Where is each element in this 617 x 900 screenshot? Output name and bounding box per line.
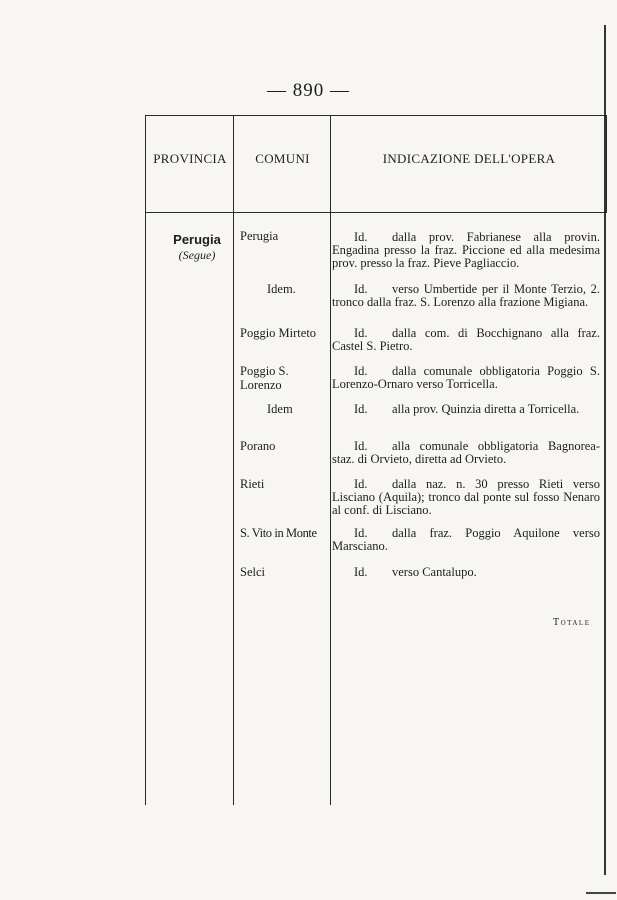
header-bottom-rule: [145, 212, 607, 213]
opera-description: [332, 403, 600, 416]
opera-id: Id.: [354, 526, 368, 540]
opera-id: Id.: [354, 402, 368, 416]
provincia-note: (Segue): [178, 248, 216, 262]
comune-name: Selci: [240, 565, 265, 579]
opera-description: [332, 527, 600, 553]
opera-description: [332, 327, 600, 353]
header-provincia: PROVINCIA: [153, 151, 227, 166]
opera-text: dalla com. di Bocchignano alla fraz. Castel S. Pietro.: [332, 326, 600, 353]
opera-id: Id.: [354, 364, 368, 378]
header-opera: INDICAZIONE DELL'OPERA: [382, 151, 556, 166]
header-comuni: COMUNI: [255, 151, 310, 166]
table-left-rule: [145, 115, 146, 805]
opera-text: dalla prov. Fabrianese alla provin. Engadina presso la fraz. Piccione ed alla medesima prov. presso la fraz. Pieve Pagliaccio.: [332, 230, 600, 270]
opera-description: [332, 566, 600, 579]
opera-description: [332, 283, 600, 309]
opera-id: Id.: [354, 326, 368, 340]
comune-name: Perugia: [240, 229, 279, 243]
opera-id: Id.: [354, 282, 368, 296]
table-top-rule: [145, 115, 607, 116]
comune-name: Poggio S. Lorenzo: [240, 364, 289, 392]
opera-text: dalla fraz. Poggio Aquilone verso Marsciano.: [332, 526, 600, 553]
opera-text: verso Umbertide per il Monte Terzio, 2. tronco dalla fraz. S. Lorenzo alla frazione Migiana.: [332, 282, 600, 309]
comune-name: S. Vito in Monte: [240, 526, 317, 540]
opera-id: Id.: [354, 565, 368, 579]
bottom-edge-mark: [586, 892, 616, 894]
table-right-rule: [606, 115, 607, 212]
opera-description: [332, 365, 600, 391]
opera-id: Id.: [354, 477, 368, 491]
totale-label: Totale: [553, 617, 591, 628]
opera-text: alla prov. Quinzia diretta a Torricella.: [392, 402, 580, 416]
works-table: [145, 115, 607, 805]
comune-name: Porano: [240, 439, 276, 453]
page-number: — 890 —: [267, 80, 350, 101]
opera-id: Id.: [354, 230, 368, 244]
opera-description: [332, 478, 600, 517]
opera-text: verso Cantalupo.: [392, 565, 477, 579]
comune-name: Idem.: [267, 282, 296, 296]
comune-name: Idem: [267, 402, 293, 416]
opera-description: [332, 231, 600, 270]
opera-text: dalla naz. n. 30 presso Rieti verso Lisciano (Aquila); tronco dal ponte sul fosso Nenaro al conf. di Lisciano.: [332, 477, 600, 517]
opera-description: [332, 440, 600, 466]
provincia-name: Perugia: [173, 232, 221, 247]
col-rule-2: [330, 115, 331, 805]
provincia-cell: [157, 232, 237, 263]
col-rule-1: [233, 115, 234, 805]
opera-text: dalla comunale obbligatoria Poggio S. Lorenzo-Ornaro verso Torricella.: [332, 364, 600, 391]
comune-name: Rieti: [240, 477, 265, 491]
opera-id: Id.: [354, 439, 368, 453]
comune-name: Poggio Mirteto: [240, 326, 317, 340]
opera-text: alla comunale obbligatoria Bagnorea-staz. di Orvieto, diretta ad Orvieto.: [332, 439, 600, 466]
